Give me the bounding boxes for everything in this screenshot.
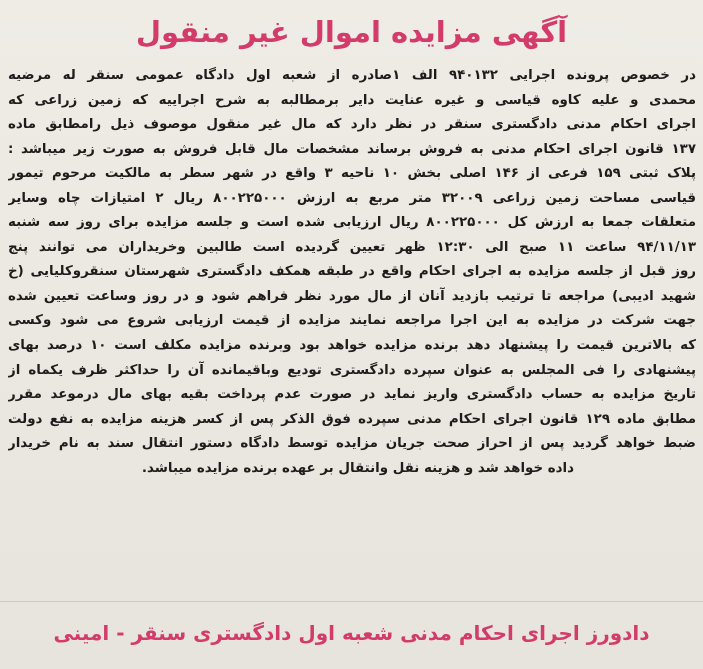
notice-line: ضبط خواهد گردید پس از احراز صحت جریان مزایده توسط دادگاه دستور انتقال سند به نام خریدار	[8, 436, 696, 452]
notice-line: قیاسی مساحت زمین زراعی ۳۲۰۰۹ متر مربع به ارزش ۸۰۰۲۲۵۰۰۰ ریال ۲ امتیازات چاه وسایر	[8, 190, 696, 206]
notice-line: در خصوص پرونده اجرایی ۹۴۰۱۳۲ الف ۱صادره از شعبه اول دادگاه عمومی سنقر له مرضیه	[8, 68, 696, 83]
notice-line: جهت شرکت در مزایده به این اجرا مراجعه نمایند مزایده از قیمت ارزیابی شروع می شود وکسی	[8, 313, 696, 329]
notice-line: مطابق ماده ۱۲۹ قانون اجرای احکام مدنی سپرده فوق الذکر پس از کسر هزینه مزایده به نفع دولت	[8, 411, 696, 427]
notice-title: آگهی مزایده اموال غیر منقول	[135, 15, 568, 49]
notice-line: محمدی و علیه کاوه قیاسی و غیره عنایت دایر برمطالبه به شرح اجراییه که زمین زراعی که	[8, 92, 696, 108]
notice-line: که بالاترین قیمت را پیشنهاد دهد برنده مزایده خواهد بود وبرنده مزایده مکلف است ۱۰ درصد بهای	[8, 338, 696, 354]
notice-line: روز قبل از جلسه مزایده به اجرای احکام واقع در طبقه همکف دادگستری شهرستان سنقروکلیایی (خ	[8, 264, 696, 280]
notice-signature: دادورز اجرای احکام مدنی شعبه اول دادگستری سنقر - امینی	[53, 621, 650, 645]
notice-line: ۹۴/۱۱/۱۳ ساعت ۱۱ صبح الی ۱۲:۳۰ ظهر تعیین گردیده است طالبین وخریداران می توانند پنج	[8, 239, 696, 255]
notice-line: متعلقات جمعا به ارزش کل ۸۰۰۲۲۵۰۰۰ ریال ارزیابی شده است و جلسه مزایده برای روز سه شنبه	[8, 215, 696, 231]
footer-divider	[0, 601, 703, 602]
notice-line: تاریخ مزایده به حساب دادگستری واریز نماید در صورت عدم پرداخت بقیه بهای مال درموعد مقرر	[8, 387, 696, 403]
notice-line: ۱۳۷ قانون اجرای احکام مدنی به فروش برساند مشخصات مال قابل فروش به صورت زیر میباشد :	[8, 141, 696, 157]
notice-body	[8, 64, 696, 481]
notice-line: پلاک ثبتی ۱۵۹ فرعی از ۱۴۶ اصلی بخش ۱۰ ناحیه ۳ واقع در شهر سطر به مالکیت مرحوم تیمور	[8, 166, 696, 182]
notice-line: اجرای احکام مدنی دادگستری سنقر در نظر دارد که مال غیر منقول موصوف ذیل رامطابق ماده	[8, 117, 696, 133]
notice-line: پیشنهادی را فی المجلس به عنوان سپرده دادگستری تودیع وباقیمانده آن را حداکثر ظرف یکماه از	[8, 362, 696, 378]
notice-line: شهید ادیبی) مراجعه تا ترتیب بازدید آنان از مال مورد نظر فراهم شود و در روز وساعت تعیین شده	[8, 288, 696, 304]
notice-line-last: داده خواهد شد و هزینه نقل وانتقال بر عهده برنده مزایده میباشد.	[141, 460, 574, 476]
